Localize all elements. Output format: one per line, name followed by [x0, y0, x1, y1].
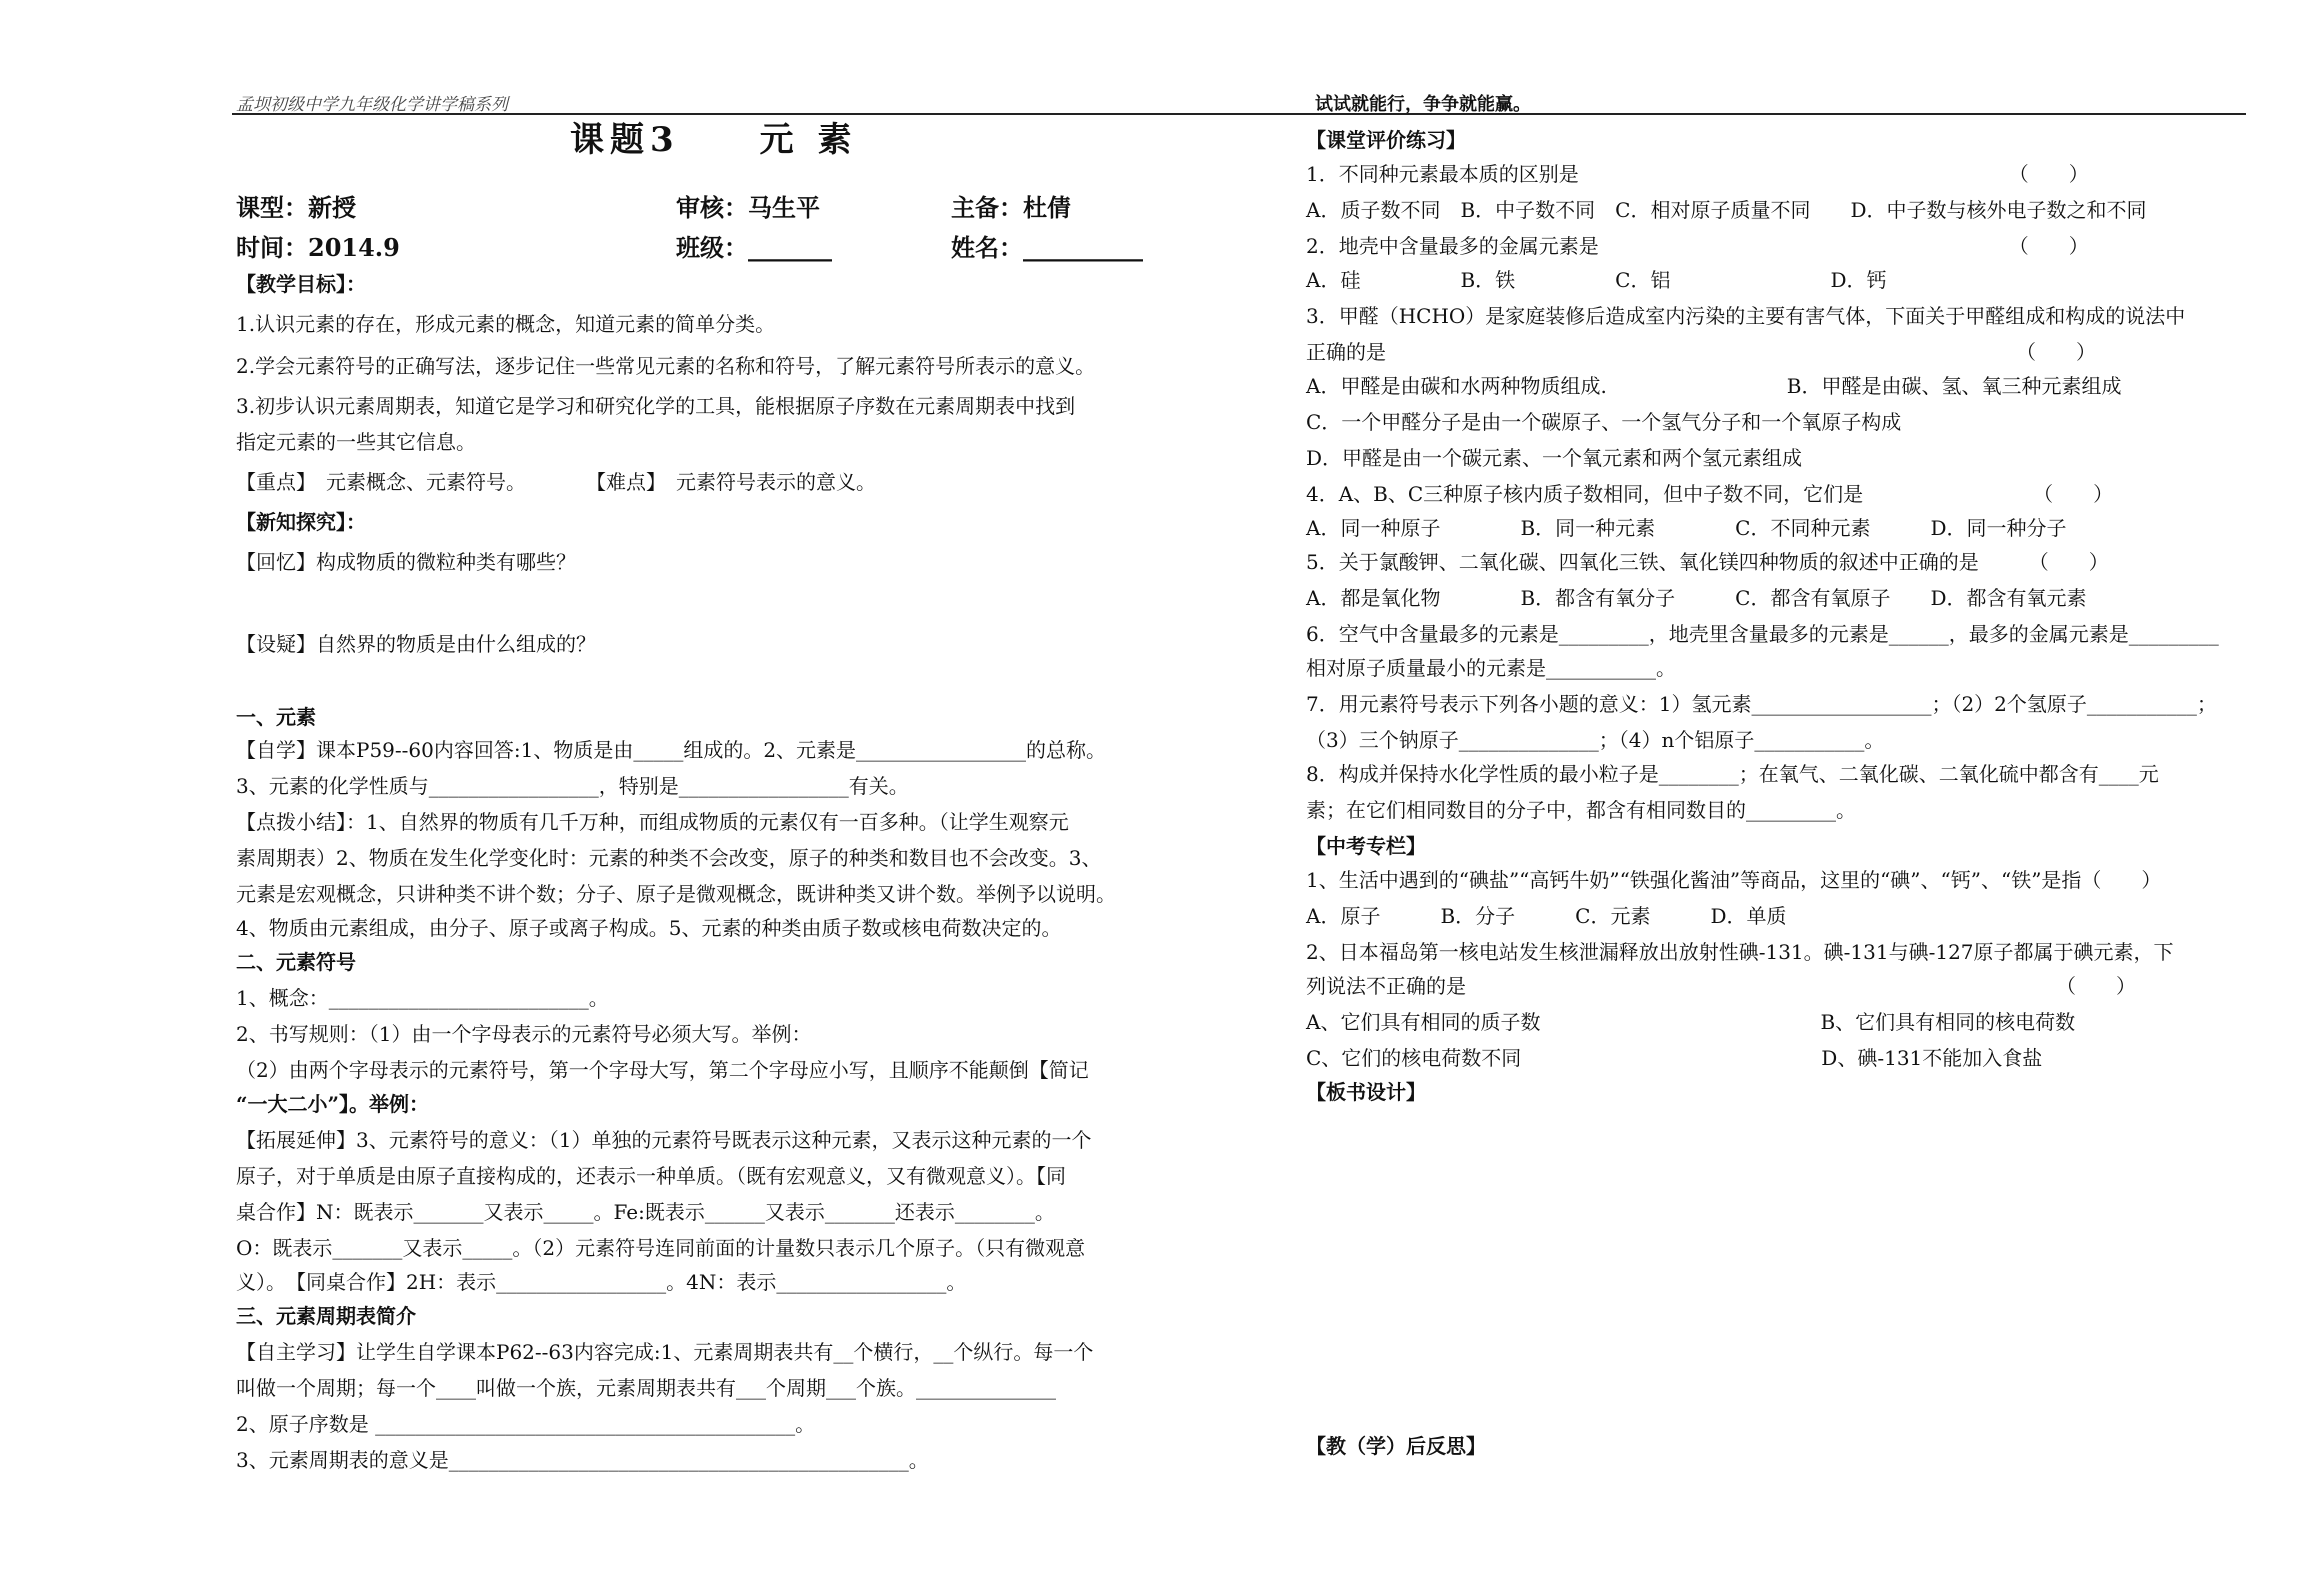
- right-line: 1、生活中遇到的“碘盐”“高钙牛奶”“铁强化酱油”等商品，这里的“碘”、“钙”、“铁”是指（ ）: [1306, 868, 2162, 892]
- left-line: 3、元素周期表的意义是______________________________________________。: [236, 1448, 929, 1472]
- right-line: 【课堂评价练习】: [1306, 128, 1466, 152]
- right-line: C、它们的核电荷数不同 D、碘-131不能加入食盐: [1306, 1046, 2043, 1070]
- right-line: A．甲醛是由碳和水两种物质组成. B．甲醛是由碳、氢、氧三种元素组成: [1306, 374, 2122, 398]
- left-line: 【自学】课本P59--60内容回答:1、物质是由_____组成的。2、元素是_________________的总称。: [236, 738, 1107, 762]
- right-line: C．一个甲醛分子是由一个碳原子、一个氢气分子和一个氧原子构成: [1306, 410, 1902, 434]
- right-line: A．硅 B．铁 C．铝 D．钙: [1306, 268, 1887, 292]
- right-line: 正确的是 （ ）: [1306, 340, 2096, 364]
- left-line: （2）由两个字母表示的元素符号，第一个字母大写，第二个字母应小写，且顺序不能颠倒【简记: [236, 1058, 1089, 1082]
- left-line: 4、物质由元素组成，由分子、原子或离子构成。5、元素的种类由质子数或核电荷数决定的。: [236, 916, 1062, 940]
- left-line: 1.认识元素的存在，形成元素的概念，知道元素的简单分类。: [236, 312, 776, 336]
- right-line: 【中考专栏】: [1306, 834, 1426, 858]
- right-line: 6．空气中含量最多的元素是_________，地壳里含量最多的元素是______，最多的金属元素是_________: [1306, 622, 2219, 646]
- header-left: 孟坝初级中学九年级化学讲学稿系列: [236, 95, 508, 115]
- right-line: A．原子 B．分子 C．元素 D．单质: [1306, 904, 1787, 928]
- right-line: 4．A、B、C三种原子核内质子数相同，但中子数不同，它们是 （ ）: [1306, 482, 2114, 506]
- left-line: O：既表示_______又表示_____。（2）元素符号连同前面的计量数只表示几个原子。（只有微观意: [236, 1236, 1086, 1260]
- right-line: 1．不同种元素最本质的区别是 （ ）: [1306, 162, 2089, 186]
- left-line: 【回忆】构成物质的微粒种类有哪些？: [236, 550, 576, 574]
- meta-class: 班级：_______: [676, 233, 832, 262]
- left-line: 一、元素: [236, 705, 316, 729]
- left-line: 3、元素的化学性质与_________________，特别是_________________有关。: [236, 774, 909, 798]
- meta-time: 时间：2014.9: [236, 233, 400, 262]
- left-line: 3.初步认识元素周期表，知道它是学习和研究化学的工具，能根据原子序数在元素周期表中找到: [236, 394, 1076, 418]
- right-line: 列说法不正确的是 （ ）: [1306, 974, 2136, 998]
- left-line: 义）。 【同桌合作】2H：表示_________________。4N：表示_________________。: [236, 1270, 967, 1294]
- meta-type: 课型：新授: [236, 193, 356, 222]
- left-line: 【拓展延伸】3、元素符号的意义：（1）单独的元素符号既表示这种元素，又表示这种元素的一个: [236, 1128, 1092, 1152]
- meta-reviewer: 审核：马生平: [676, 193, 820, 222]
- left-line: 素周期表）2、物质在发生化学变化时：元素的种类不会改变，原子的种类和数目也不会改变。3、: [236, 846, 1102, 870]
- header-rule: [232, 113, 2246, 115]
- right-line: 【教（学）后反思】: [1306, 1434, 1486, 1458]
- left-line: 2、书写规则：（1）由一个字母表示的元素符号必须大写。举例：: [236, 1022, 812, 1046]
- left-line: 【重点】 元素概念、元素符号。 【难点】 元素符号表示的意义。: [236, 470, 876, 494]
- right-line: 5．关于氯酸钾、二氧化碳、四氧化三铁、氧化镁四种物质的叙述中正确的是 （ ）: [1306, 550, 2109, 574]
- right-line: 3．甲醛（HCHO）是家庭装修后造成室内污染的主要有害气体，下面关于甲醛组成和构成的说法中: [1306, 304, 2186, 328]
- left-line: 元素是宏观概念，只讲种类不讲个数；分子、原子是微观概念，既讲种类又讲个数。举例予以说明。: [236, 882, 1116, 906]
- left-line: 叫做一个周期；每一个____叫做一个族，元素周期表共有___个周期___个族。______________: [236, 1376, 1056, 1400]
- right-line: A．同一种原子 B．同一种元素 C．不同种元素 D．同一种分子: [1306, 516, 2067, 540]
- left-line: “一大二小”】。举例：: [236, 1092, 430, 1116]
- page-title: 课题3 元 素: [570, 120, 858, 160]
- left-line: 2.学会元素符号的正确写法，逐步记住一些常见元素的名称和符号，了解元素符号所表示的意义。: [236, 354, 1096, 378]
- left-line: 2、原子序数是 __________________________________________。: [236, 1412, 816, 1436]
- left-line: 桌合作】N：既表示_______又表示_____。Fe:既表示______又表示_______还表示________。: [236, 1200, 1055, 1224]
- right-line: A．都是氧化物 B．都含有氧分子 C．都含有氧原子 D．都含有氧元素: [1306, 586, 2087, 610]
- meta-author: 主备：杜倩: [951, 193, 1071, 222]
- right-line: （3）三个钠原子______________；（4）n个铝原子___________。: [1306, 728, 1885, 752]
- left-line: 【自主学习】让学生自学课本P62--63内容完成:1、元素周期表共有__个横行，__个纵行。每一个: [236, 1340, 1094, 1364]
- right-line: 2．地壳中含量最多的金属元素是 （ ）: [1306, 234, 2089, 258]
- right-line: 7．用元素符号表示下列各小题的意义：1）氢元素__________________；（2）2个氢原子___________；: [1306, 692, 2217, 716]
- left-line: 指定元素的一些其它信息。: [236, 430, 476, 454]
- right-line: 【板书设计】: [1306, 1080, 1426, 1104]
- left-line: 【点拨小结】：1、自然界的物质有几千万种，而组成物质的元素仅有一百多种。（让学生观察元: [236, 810, 1069, 834]
- left-line: 【教学目标】：: [236, 272, 366, 296]
- right-line: 相对原子质量最小的元素是___________。: [1306, 656, 1676, 680]
- meta-name: 姓名：__________: [951, 233, 1143, 262]
- right-line: A．质子数不同 B．中子数不同 C．相对原子质量不同 D．中子数与核外电子数之和不同: [1306, 198, 2147, 222]
- header-right: 试试就能行，争争就能赢。: [1315, 94, 1531, 115]
- right-line: A、它们具有相同的质子数 B、它们具有相同的核电荷数: [1306, 1010, 2076, 1034]
- left-line: 【设疑】自然界的物质是由什么组成的？: [236, 632, 596, 656]
- right-line: 8．构成并保持水化学性质的最小粒子是________；在氧气、二氧化碳、二氧化硫中都含有____元: [1306, 762, 2159, 786]
- left-line: 二、元素符号: [236, 950, 356, 974]
- left-line: 三、元素周期表简介: [236, 1304, 416, 1328]
- right-line: 素；在它们相同数目的分子中，都含有相同数目的_________。: [1306, 798, 1856, 822]
- left-line: 【新知探究】：: [236, 510, 366, 534]
- left-line: 原子，对于单质是由原子直接构成的，还表示一种单质。（既有宏观意义，又有微观意义）。【同: [236, 1164, 1066, 1188]
- right-line: 2、日本福岛第一核电站发生核泄漏释放出放射性碘-131。碘-131与碘-127原子都属于碘元素，下: [1306, 940, 2174, 964]
- right-line: D．甲醛是由一个碳元素、一个氧元素和两个氢元素组成: [1306, 446, 1803, 470]
- left-line: 1、概念：__________________________。: [236, 986, 609, 1010]
